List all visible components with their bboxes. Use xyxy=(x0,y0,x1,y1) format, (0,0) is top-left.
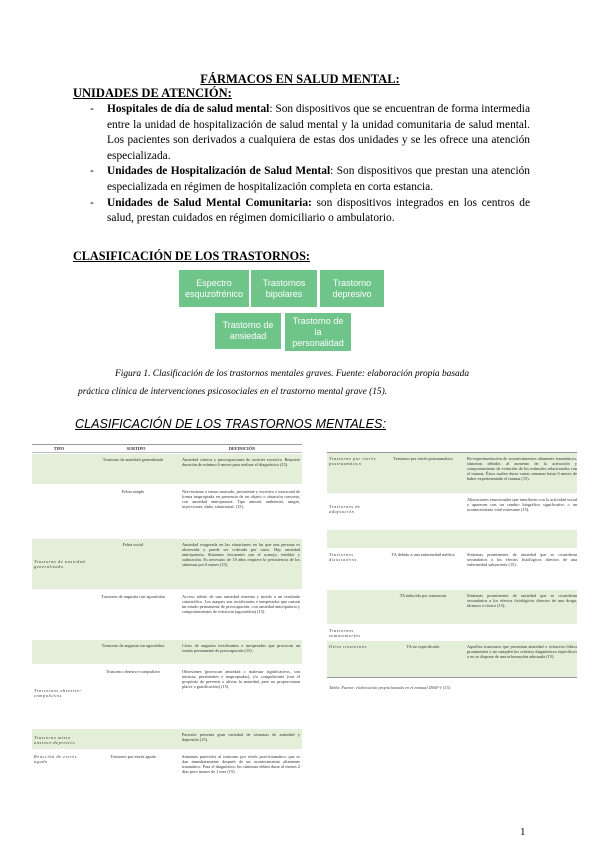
bullet-item-comunitaria xyxy=(90,196,530,227)
classification-table-left xyxy=(32,444,302,789)
table-source-note: Tabla: Fuente: elaboración propia basada en el manual DSM-V (15). xyxy=(329,685,452,690)
bullet-term: Hospitales de día de salud mental xyxy=(107,103,270,115)
table-cell-subtype: Fobia social xyxy=(122,542,144,547)
bullet-list xyxy=(90,102,530,227)
table-row xyxy=(327,452,577,493)
diagram-box-trastorno-personalidad xyxy=(285,313,351,351)
table-cell-type: Reacción de estrés agudo xyxy=(34,754,78,765)
diagram-box-line: Trastorno xyxy=(332,277,372,288)
table-cell-definition: Alteraciones emocionales que interfieren con la actividad social y aparecen tras un cambio biográfico significativo o un acontecimiento vital estresante (15). xyxy=(467,497,577,513)
table-row xyxy=(327,549,577,589)
section-heading-clasificacion: CLASIFICACIÓN DE LOS TRASTORNOS: xyxy=(73,249,310,263)
table-cell-type: Trastornos disociativos xyxy=(329,552,357,563)
diagram-box-trastorno-ansiedad xyxy=(215,313,281,349)
table-cell-definition: Obsesiones (provocan ansiedad o malestar significativos, son intrusas, persistentes e inapropiadas), y/o compulsiones (con el propósito de prevenir o aliviar la ansiedad, pero no proporcionan placer o gratificación) (15). xyxy=(182,669,300,690)
diagram-box-line: ansiedad xyxy=(229,331,267,341)
table-row xyxy=(32,486,302,538)
table-cell-type: Trastornos de adaptación xyxy=(329,504,361,515)
table-cell-type: Otros trastornos xyxy=(329,644,367,649)
figure-caption-line: Figura 1. Clasificación de los trastornos mentales graves. Fuente: elaboración propia basada xyxy=(115,369,470,379)
table-cell-definition: Re-experimentación de acontecimientos altamente traumáticos, síntomas debidos al aumento de la activación y comportamiento de evitación de los estímulos relacionados con el trauma. Éstos suelen durar varias semanas hasta 6 meses de haber experimentado el trauma (15). xyxy=(467,456,577,482)
bullet-text: son dispositivos integrados en los centros de salud, prestan cuidados en régimen domiciliario o ambulatorio. xyxy=(107,196,530,225)
table-header-cell: DEFINICIÓN xyxy=(228,446,256,451)
table-row xyxy=(32,640,302,664)
diagram-box-line: Trastorno de xyxy=(222,320,274,330)
bullet-term: Unidades de Hospitalización de Salud Mental xyxy=(107,165,331,178)
table-cell-subtype: Trastorno por estrés agudo xyxy=(110,754,156,759)
table-cell-definition: Aquellos trastornos que presentan ansiedad o evitación fóbica prominentes y no cumplen los criterios diagnósticos específicos o no se dispone de una información adecuada (15). xyxy=(467,644,577,660)
table-cell-type: Trastorno mixto ansioso-depresivo xyxy=(34,735,76,746)
table-cell-type: Trastorno de ansiedad generalizado xyxy=(34,559,86,570)
table-row xyxy=(32,591,302,639)
table-cell-type: Trastorno por estrés postraumático xyxy=(329,456,377,467)
table-cell-subtype: Fobia simple xyxy=(121,489,145,494)
table-row xyxy=(327,494,577,528)
table-cell-subtype: Trastorno de angustia con agorafobia xyxy=(101,594,165,599)
table-cell-definition: Ansiedad exagerada en las situaciones en las que una persona es observada y puede ser criticada por otros. Hay ansiedad anticipatoria. Síntomas frecuentes son el sonrojo, temblor y sudoración. Es necesario de 18 años requiere la persistencia de los síntomas por 6 meses (15). xyxy=(182,542,300,568)
diagram-box-line: depresivo xyxy=(332,288,372,299)
diagram-box-line: bipolares xyxy=(265,288,303,299)
bullet-item-hospitalizacion xyxy=(90,164,530,195)
diagram-box-line: Trastornos xyxy=(262,277,306,288)
page-number: 1 xyxy=(520,826,526,838)
table-row xyxy=(327,590,577,624)
table-cell-definition: Síntomas prominentes de ansiedad que se consideran secundarios a los efectos fisiológicos directos de una enfermedad subyacente (15). xyxy=(467,552,577,568)
table-cell-definition: Ansiedad crónica y preocupaciones de carácter excesivo. Requiere duración de mínimo 6 meses para realizar el diagnóstico (15). xyxy=(182,457,300,468)
bullet-item-hospitales-dia xyxy=(90,102,530,164)
diagram-box-trastornos-bipolares xyxy=(251,270,317,307)
bullet-dash: - xyxy=(90,196,94,209)
table-row xyxy=(327,641,577,678)
table-cell-subtype: TA no especificado xyxy=(406,644,440,649)
table-row xyxy=(32,454,302,484)
diagram-box-line: Trastorno de xyxy=(292,315,344,326)
table-row xyxy=(327,626,577,640)
section-heading-unidades: UNIDADES DE ATENCIÓN: xyxy=(73,86,232,100)
figure-caption xyxy=(78,365,518,401)
bullet-term: Unidades de Salud Mental Comunitaria: xyxy=(107,196,312,209)
classification-table-right xyxy=(327,452,577,667)
table-cell-definition: Síntomas parecidos al trastorno por estrés post-traumático que se dan inmediatamente después de un acontecimiento altamente traumático. Para el diagnóstico los síntomas deben durar al menos 2 días pero menos de 1 mes (15). xyxy=(182,754,300,775)
bullet-text: : Son dispositivos que se encuentran de forma intermedia entre la unidad de hospitalización de salud mental y la unidad comunitaria de salud mental. Los pacientes son derivados a cualquiera de estas dos unidades y se les ofrece una atención especializada. xyxy=(107,103,530,162)
table-cell-definition: Síntomas prominentes de ansiedad que se consideran secundarios a los efectos fisiológicos directos de una droga, fármaco o tóxico (15). xyxy=(467,593,577,609)
table-cell-definition: Nerviosismo o temor marcado, persistente y excesivo e irracional de forma inapropiada en presencia de un objeto o situación concreta, con ansiedad anticipatoria. Tipo animal, ambiental, sangre, inyecciones, daño, situacional. (15). xyxy=(182,489,300,510)
table-cell-subtype: TA debido a una enfermedad médica xyxy=(391,552,455,557)
table-cell-subtype: Trastorno de angustia sin agorafobia xyxy=(101,643,165,648)
table-header-cell: SUBTIPO xyxy=(126,446,146,451)
table-row xyxy=(32,539,302,589)
table-cell-subtype: Trastorno de ansiedad generalizada xyxy=(102,457,164,462)
document-title: FÁRMACOS EN SALUD MENTAL: xyxy=(200,72,400,86)
table-header-cell: TIPO xyxy=(53,446,65,451)
bullet-dash: - xyxy=(90,165,94,178)
table-row xyxy=(32,666,302,728)
diagram-box-line: la xyxy=(314,326,322,337)
diagram-box-line: Espectro xyxy=(196,277,232,288)
bullet-dash: - xyxy=(90,103,94,115)
diagram-box-line: personalidad xyxy=(292,337,344,348)
table-cell-type: Trastornos obsesivo-compulsivos xyxy=(34,688,82,699)
diagram-box-trastorno-depresivo xyxy=(320,270,384,307)
section-heading-clasificacion-mentales: CLASIFICACIÓN DE LOS TRASTORNOS MENTALES: xyxy=(75,417,386,431)
diagram-box-espectro-esquizofrenico xyxy=(179,270,249,307)
table-cell-type: Trastornos somatomorfos xyxy=(329,628,361,639)
table-row xyxy=(32,751,302,789)
table-cell-definition: Acceso súbito de una ansiedad extrema y miedo a un resultado catastrófico. Los ataques son recidivantes e inesperados que causan un estado permanente de preocupación, con ansiedad anticipatoria y comportamientos de evitación (agorafobia) (15). xyxy=(182,594,300,615)
table-row xyxy=(32,729,302,749)
figure-caption-line: práctica clínica de intervenciones psicosociales en el trastorno mental grave (15). xyxy=(78,387,388,397)
table-cell-subtype: Trastorno por estrés postraumático xyxy=(393,456,453,461)
diagram-box-line: esquizofrénico xyxy=(184,288,244,299)
bullet-text: : Son dispositivos que prestan una atención especializada en régimen de hospitalización completa en corta estancia. xyxy=(107,165,530,193)
table-cell-subtype: Trastorno obsesivo-compulsivo xyxy=(105,669,161,674)
table-cell-subtype: TA inducido por sustancias xyxy=(399,593,447,598)
table-header xyxy=(32,444,302,453)
table-cell-definition: Paciente presenta gran variedad de síntomas de ansiedad y depresión (15). xyxy=(182,732,300,743)
table-row xyxy=(327,530,577,548)
table-cell-definition: Crisis de angustia recidivantes e inesperadas que provocan un estado permanente de preocupación (15). xyxy=(182,643,300,654)
